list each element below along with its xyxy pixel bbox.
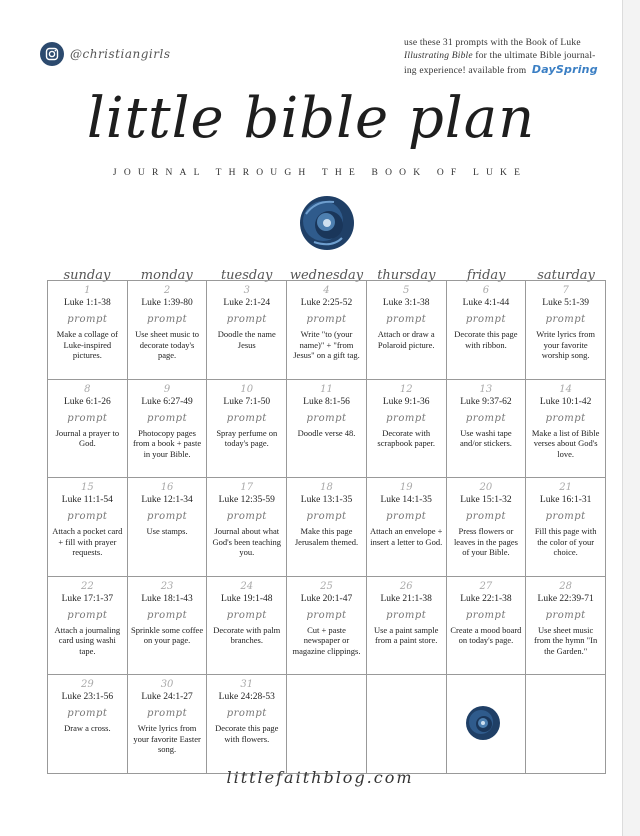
- scripture-reference: [370, 692, 443, 706]
- day-number: 6: [482, 285, 490, 296]
- day-monday: monday: [140, 268, 193, 283]
- scripture-reference: Luke 22:1-38: [460, 593, 512, 604]
- scripture-reference: Luke 17:1-37: [61, 593, 114, 604]
- calendar-cell: [526, 478, 606, 577]
- prompt-text: Use a paint sample from a paint store.: [373, 624, 439, 646]
- prompt-label: prompt: [465, 609, 506, 621]
- calendar-cell: [128, 675, 208, 774]
- prompt-text: Use washi tape and/or stickers.: [459, 427, 512, 449]
- prompt-label: prompt: [465, 314, 506, 325]
- prompt-text: Write "to (your name)" + "from Jesus" on a gift tag.: [293, 329, 360, 360]
- page-subtitle: JOURNAL THROUGH THE BOOK OF LUKE: [112, 168, 528, 178]
- day-number: 2: [163, 285, 171, 296]
- prompt-label: prompt: [386, 314, 427, 325]
- rose-illustration: [296, 192, 358, 259]
- day-number: 7: [562, 285, 569, 296]
- prompt-label: [370, 708, 443, 722]
- prompt-label: [529, 708, 602, 722]
- prompt-label: prompt: [386, 609, 427, 621]
- prompt-text: Use sheet music to decorate today's page.: [135, 329, 200, 360]
- calendar-cell: [48, 675, 128, 774]
- calendar-cell: [367, 577, 447, 676]
- scripture-reference: Luke 7:1-50: [223, 396, 271, 407]
- day-number: 14: [559, 383, 572, 395]
- scripture-reference: Luke 6:1-26: [64, 396, 111, 407]
- scripture-reference: Luke 16:1-31: [539, 495, 592, 506]
- scripture-reference: Luke 12:1-34: [141, 495, 193, 506]
- calendar-cell: [367, 675, 447, 774]
- calendar-cell: [207, 675, 287, 774]
- day-number: 15: [80, 482, 94, 494]
- prompt-text: Use stamps.: [146, 526, 188, 537]
- scripture-reference: Luke 19:1-48: [221, 593, 273, 604]
- page-title: little bible plan: [86, 86, 536, 151]
- calendar-cell: [526, 675, 606, 774]
- calendar-cell: [287, 478, 367, 577]
- day-number: 11: [320, 383, 333, 395]
- scripture-reference: Luke 1:1-38: [64, 298, 111, 308]
- calendar-cell: [128, 478, 208, 577]
- day-number: [450, 679, 523, 691]
- prompt-text: Use sheet music from the hymn "In the Garden.": [534, 624, 598, 656]
- calendar-cell: [367, 478, 447, 577]
- day-thursday: thursday: [377, 268, 436, 283]
- day-number: 16: [160, 482, 174, 494]
- promo-italic: Illustrating Bible: [404, 51, 473, 61]
- calendar-cell: [287, 577, 367, 676]
- day-number: 13: [479, 383, 493, 395]
- prompt-label: prompt: [226, 708, 267, 720]
- prompt-text: Journal about what God's been teaching you.: [212, 526, 282, 558]
- prompt-text: Make this page Jerusalem themed.: [294, 526, 359, 547]
- scripture-reference: Luke 18:1-43: [141, 593, 193, 604]
- prompt-text: Doodle verse 48.: [297, 427, 356, 438]
- prompt-label: prompt: [67, 708, 108, 720]
- calendar-cell: [447, 380, 527, 479]
- prompt-label: prompt: [226, 609, 267, 621]
- prompt-text: Write lyrics from your favorite Easter song.: [133, 723, 201, 755]
- day-number: 24: [240, 580, 254, 592]
- prompt-label: prompt: [545, 609, 586, 621]
- day-number: 20: [479, 482, 493, 494]
- prompt-label: prompt: [465, 511, 506, 523]
- calendar-cell: [287, 281, 367, 380]
- day-number: 17: [240, 482, 254, 494]
- rose-illustration: [463, 703, 503, 748]
- prompt-text: Decorate with palm branches.: [213, 624, 281, 646]
- prompt-label: prompt: [545, 412, 586, 424]
- calendar-cell: [207, 281, 287, 380]
- scripture-reference: Luke 22:39-71: [537, 593, 594, 604]
- calendar-cell: [287, 380, 367, 479]
- prompt-label: prompt: [67, 314, 108, 325]
- scripture-reference: Luke 4:1-44: [462, 298, 510, 308]
- prompt-text: Decorate this page with ribbon.: [454, 329, 518, 350]
- day-number: [290, 679, 363, 691]
- prompt-text: Make a list of Bible verses about God's love.: [531, 427, 600, 459]
- prompt-text: Write lyrics from your favorite worship song.: [536, 329, 595, 360]
- calendar-cell: [287, 675, 367, 774]
- scripture-reference: Luke 14:1-35: [380, 495, 432, 506]
- prompt-text: Sprinkle some coffee on your page.: [131, 624, 204, 646]
- prompt-text: Attach or draw a Polaroid picture.: [377, 329, 435, 350]
- scripture-reference: Luke 2:25-52: [300, 298, 353, 308]
- scripture-reference: [290, 692, 363, 706]
- prompt-label: prompt: [306, 314, 347, 325]
- prompt-label: prompt: [67, 609, 108, 621]
- prompt-text: Make a collage of Luke-inspired pictures.: [56, 329, 118, 360]
- calendar-cell: [48, 380, 128, 479]
- day-number: 25: [320, 580, 333, 592]
- prompt-label: prompt: [386, 412, 427, 424]
- prompt-label: prompt: [306, 412, 347, 424]
- day-number: 12: [399, 383, 413, 395]
- day-number: 23: [160, 580, 174, 592]
- prompt-text: Journal a prayer to God.: [55, 427, 120, 449]
- prompt-label: prompt: [147, 412, 188, 424]
- day-saturday: saturday: [537, 268, 595, 283]
- prompt-text: Decorate with scrapbook paper.: [377, 427, 435, 449]
- instagram-handle[interactable]: @christiangirls: [70, 47, 171, 61]
- day-wednesday: wednesday: [289, 268, 364, 283]
- prompt-label: prompt: [465, 412, 506, 424]
- promo-line2: for the ultimate Bible journal-: [475, 51, 596, 61]
- day-number: 19: [399, 482, 413, 494]
- prompt-text: Spray perfume on today's page.: [216, 427, 278, 449]
- prompt-text: Press flowers or leaves in the pages of your Bible.: [453, 526, 518, 558]
- calendar-cell: [447, 478, 527, 577]
- prompt-label: prompt: [386, 511, 427, 523]
- scripture-reference: Luke 11:1-54: [61, 495, 113, 506]
- promo-text: [404, 37, 616, 78]
- day-sunday: sunday: [63, 268, 111, 283]
- day-number: 21: [559, 482, 572, 494]
- prompt-label: prompt: [67, 412, 108, 424]
- scripture-reference: Luke 21:1-38: [380, 593, 432, 604]
- day-number: 26: [399, 580, 413, 592]
- day-number: 18: [320, 482, 333, 494]
- day-number: 8: [84, 383, 91, 395]
- prompt-label: prompt: [147, 609, 188, 621]
- calendar-cell: [48, 281, 128, 380]
- scripture-reference: Luke 10:1-42: [539, 396, 592, 407]
- day-number: [370, 679, 443, 691]
- scripture-reference: Luke 12:35-59: [218, 495, 275, 506]
- day-number: 5: [403, 285, 410, 296]
- day-number: 4: [323, 285, 330, 296]
- calendar-cell: [128, 380, 208, 479]
- prompt-label: prompt: [306, 511, 347, 523]
- day-number: 29: [80, 679, 94, 691]
- calendar-cell: [48, 577, 128, 676]
- calendar-cell: [48, 478, 128, 577]
- dayspring-logo: DaySpring: [531, 63, 598, 76]
- scripture-reference: Luke 24:28-53: [218, 692, 275, 703]
- calendar-cell: [207, 380, 287, 479]
- calendar-cell: [128, 577, 208, 676]
- calendar-cell: [367, 281, 447, 380]
- calendar-cell: [526, 577, 606, 676]
- prompt-text: Fill this page with the color of your choice.: [534, 526, 597, 558]
- prompt-text: Cut + paste newspaper or magazine clippings.: [292, 624, 361, 656]
- day-tuesday: tuesday: [220, 268, 273, 283]
- scripture-reference: Luke 3:1-38: [382, 298, 430, 308]
- day-number: 9: [163, 383, 171, 395]
- scripture-reference: Luke 23:1-56: [61, 692, 114, 703]
- prompt-label: prompt: [147, 314, 188, 325]
- scripture-reference: Luke 9:1-36: [382, 396, 430, 407]
- prompt-label: prompt: [226, 511, 267, 523]
- day-number: 10: [240, 383, 254, 395]
- scripture-reference: Luke 5:1-39: [542, 298, 589, 308]
- scripture-reference: Luke 8:1-56: [303, 396, 350, 407]
- calendar-cell: [207, 577, 287, 676]
- day-number: 1: [84, 285, 91, 296]
- prompt-text: Attach a pocket card + fill with prayer requests.: [52, 526, 123, 558]
- day-number: 22: [80, 580, 94, 592]
- day-number: 27: [479, 580, 493, 592]
- prompt-text: Photocopy pages from a book + paste in your Bible.: [133, 427, 202, 459]
- prompt-text: Draw a cross.: [64, 723, 111, 734]
- scripture-reference: Luke 2:1-24: [223, 298, 271, 308]
- prompt-label: prompt: [147, 708, 188, 720]
- calendar-cell: [128, 281, 208, 380]
- prompt-label: prompt: [147, 511, 188, 523]
- prompt-label: [290, 708, 363, 722]
- scripture-reference: Luke 1:39-80: [141, 298, 193, 308]
- prompt-label: prompt: [226, 314, 267, 325]
- day-number: [529, 679, 602, 691]
- scripture-reference: Luke 15:1-32: [460, 495, 512, 506]
- prompt-label: prompt: [67, 511, 108, 523]
- scripture-reference: Luke 24:1-27: [141, 692, 193, 703]
- day-number: 3: [243, 285, 250, 296]
- calendar-cell: [207, 478, 287, 577]
- day-friday: friday: [466, 268, 506, 283]
- prompt-label: prompt: [226, 412, 267, 424]
- prompt-text: Create a mood board on today's page.: [450, 624, 522, 646]
- day-number: 31: [240, 679, 254, 691]
- prompt-label: prompt: [545, 314, 586, 325]
- prompt-label: prompt: [306, 609, 347, 621]
- promo-line1: use these 31 prompts with the Book of Luke: [404, 38, 581, 48]
- promo-line3: ing experience! available from: [404, 66, 527, 76]
- calendar-cell: [447, 281, 527, 380]
- scripture-reference: Luke 9:37-62: [460, 396, 512, 407]
- day-number: 28: [559, 580, 572, 592]
- scripture-reference: Luke 6:27-49: [141, 396, 193, 407]
- calendar-grid: [47, 280, 606, 774]
- instagram-handle-block[interactable]: [40, 42, 170, 66]
- scripture-reference: [529, 692, 602, 706]
- calendar-cell: [367, 380, 447, 479]
- calendar-cell: [526, 281, 606, 380]
- day-number: 30: [160, 679, 174, 691]
- prompt-label: prompt: [545, 511, 586, 523]
- scripture-reference: Luke 20:1-47: [300, 593, 353, 604]
- prompt-text: Attach an envelope + insert a letter to God.: [369, 526, 443, 547]
- scripture-reference: Luke 13:1-35: [300, 495, 353, 506]
- calendar-cell: [526, 380, 606, 479]
- prompt-text: Doodle the name Jesus: [217, 329, 276, 350]
- footer-website[interactable]: littlefaithblog.com: [226, 768, 414, 787]
- instagram-icon: [40, 42, 64, 66]
- calendar-cell: [447, 577, 527, 676]
- prompt-text: Decorate this page with flowers.: [215, 723, 279, 744]
- prompt-text: Attach a journaling card using washi tape.: [54, 624, 121, 656]
